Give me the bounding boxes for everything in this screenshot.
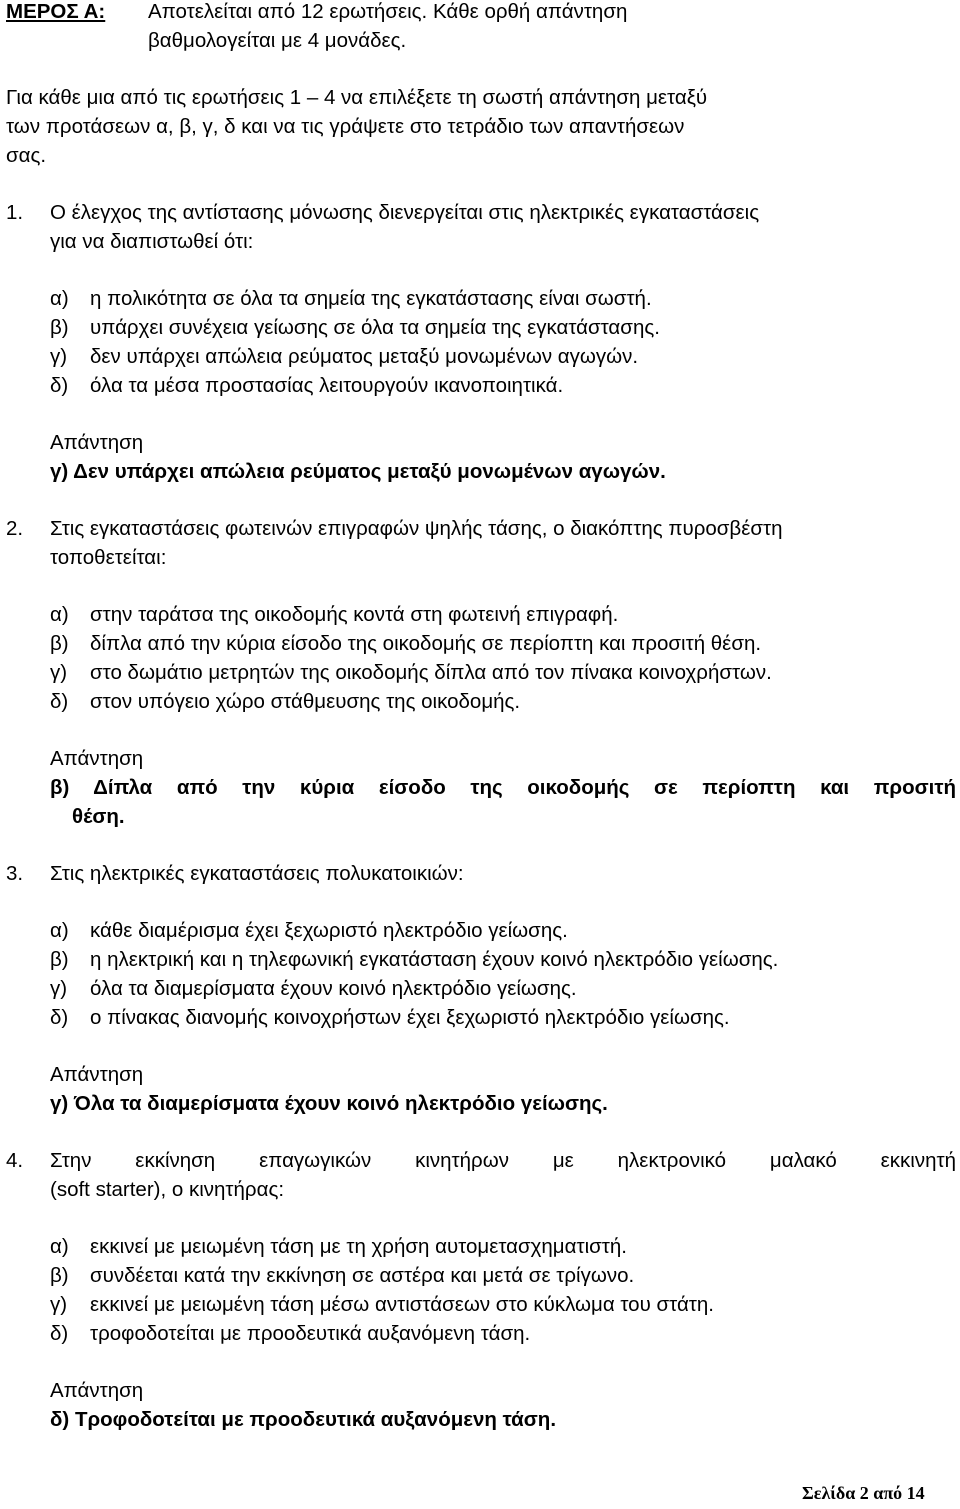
q4-option-b-letter: β) (50, 1264, 69, 1287)
q3-option-b-letter: β) (50, 948, 69, 971)
q3-option-d-letter: δ) (50, 1006, 69, 1029)
question-3-number: 3. (6, 862, 24, 885)
q3-option-c-text: όλα τα διαμερίσματα έχουν κοινό ηλεκτρόδιο γείωσης. (90, 977, 577, 1000)
q2-option-c-text: στο δωμάτιο μετρητών της οικοδομής δίπλα από τον πίνακα κοινοχρήστων. (90, 661, 772, 684)
q3-option-c-letter: γ) (50, 977, 68, 1000)
q4-option-d-letter: δ) (50, 1322, 69, 1345)
question-2-text-line2: τοποθετείται: (50, 546, 167, 569)
q4-option-b-text: συνδέεται κατά την εκκίνηση σε αστέρα και μετά σε τρίγωνο. (90, 1264, 635, 1287)
q3-option-a-text: κάθε διαμέρισμα έχει ξεχωριστό ηλεκτρόδιο γείωσης. (90, 919, 568, 942)
q4-option-c-letter: γ) (50, 1293, 68, 1316)
q2-option-a-text: στην ταράτσα της οικοδομής κοντά στη φωτεινή επιγραφή. (90, 603, 619, 626)
q2-answer-line2: θέση. (72, 805, 125, 828)
q1-option-d-text: όλα τα μέσα προστασίας λειτουργούν ικανοποιητικά. (90, 374, 564, 397)
question-2-text-line1: Στις εγκαταστάσεις φωτεινών επιγραφών ψηλής τάσης, ο διακόπτης πυροσβέστη (50, 517, 783, 540)
q4-answer: δ) Τροφοδοτείται με προοδευτικά αυξανόμενη τάση. (50, 1408, 557, 1431)
q2-option-b-letter: β) (50, 632, 69, 655)
question-3-text-line1: Στις ηλεκτρικές εγκαταστάσεις πολυκατοικιών: (50, 862, 464, 885)
q1-option-a-text: η πολικότητα σε όλα τα σημεία της εγκατάστασης είναι σωστή. (90, 287, 652, 310)
q1-option-d-letter: δ) (50, 374, 69, 397)
question-1-text-line1: Ο έλεγχος της αντίστασης μόνωσης διενεργείται στις ηλεκτρικές εγκαταστάσεις (50, 201, 760, 224)
instructions-line2: των προτάσεων α, β, γ, δ και να τις γράψετε στο τετράδιο των απαντήσεων (6, 115, 685, 138)
q4-option-a-text: εκκινεί με μειωμένη τάση με τη χρήση αυτομετασχηματιστή. (90, 1235, 627, 1258)
instructions-line1: Για κάθε μια από τις ερωτήσεις 1 – 4 να επιλέξετε τη σωστή απάντηση μεταξύ (6, 86, 708, 109)
q1-option-b-letter: β) (50, 316, 69, 339)
q1-answer-heading: Απάντηση (50, 431, 144, 454)
part-label: ΜΕΡΟΣ Α: (6, 0, 106, 23)
q4-option-c-text: εκκινεί με μειωμένη τάση μέσω αντιστάσεων στο κύκλωμα του στάτη. (90, 1293, 714, 1316)
q2-option-b-text: δίπλα από την κύρια είσοδο της οικοδομής σε περίοπτη και προσιτή θέση. (90, 632, 762, 655)
question-4-text-line2: (soft starter), ο κινητήρας: (50, 1178, 285, 1201)
q3-option-d-text: ο πίνακας διανομής κοινοχρήστων έχει ξεχωριστό ηλεκτρόδιο γείωσης. (90, 1006, 730, 1029)
question-2-number: 2. (6, 517, 24, 540)
q1-option-c-letter: γ) (50, 345, 68, 368)
question-4-number: 4. (6, 1149, 24, 1172)
page-number: Σελίδα 2 από 14 (802, 1483, 925, 1503)
q3-answer: γ) Όλα τα διαμερίσματα έχουν κοινό ηλεκτρόδιο γείωσης. (50, 1092, 608, 1115)
q2-option-d-letter: δ) (50, 690, 69, 713)
instructions-line3: σας. (6, 144, 47, 167)
part-description-line1: Αποτελείται από 12 ερωτήσεις. Κάθε ορθή απάντηση (148, 0, 628, 23)
question-4-text-line1: Στην εκκίνηση επαγωγικών κινητήρων με ηλεκτρονικό μαλακό εκκινητή (50, 1149, 956, 1172)
q2-answer-line1: β) Δίπλα από την κύρια είσοδο της οικοδομής σε περίοπτη και προσιτή (50, 776, 956, 799)
q1-answer: γ) Δεν υπάρχει απώλεια ρεύματος μεταξύ μονωμένων αγωγών. (50, 460, 666, 483)
q4-option-a-letter: α) (50, 1235, 69, 1258)
q2-answer-heading: Απάντηση (50, 747, 144, 770)
q3-option-a-letter: α) (50, 919, 69, 942)
question-1-text-line2: για να διαπιστωθεί ότι: (50, 230, 254, 253)
q3-option-b-text: η ηλεκτρική και η τηλεφωνική εγκατάσταση έχουν κοινό ηλεκτρόδιο γείωσης. (90, 948, 779, 971)
q4-option-d-text: τροφοδοτείται με προοδευτικά αυξανόμενη τάση. (90, 1322, 531, 1345)
q2-option-c-letter: γ) (50, 661, 68, 684)
q3-answer-heading: Απάντηση (50, 1063, 144, 1086)
question-1-number: 1. (6, 201, 24, 224)
part-description-line2: βαθμολογείται με 4 μονάδες. (148, 29, 407, 52)
q4-answer-heading: Απάντηση (50, 1379, 144, 1402)
q1-option-b-text: υπάρχει συνέχεια γείωσης σε όλα τα σημεία της εγκατάστασης. (90, 316, 660, 339)
q1-option-c-text: δεν υπάρχει απώλεια ρεύματος μεταξύ μονωμένων αγωγών. (90, 345, 639, 368)
q1-option-a-letter: α) (50, 287, 69, 310)
q2-option-a-letter: α) (50, 603, 69, 626)
q2-option-d-text: στον υπόγειο χώρο στάθμευσης της οικοδομής. (90, 690, 521, 713)
